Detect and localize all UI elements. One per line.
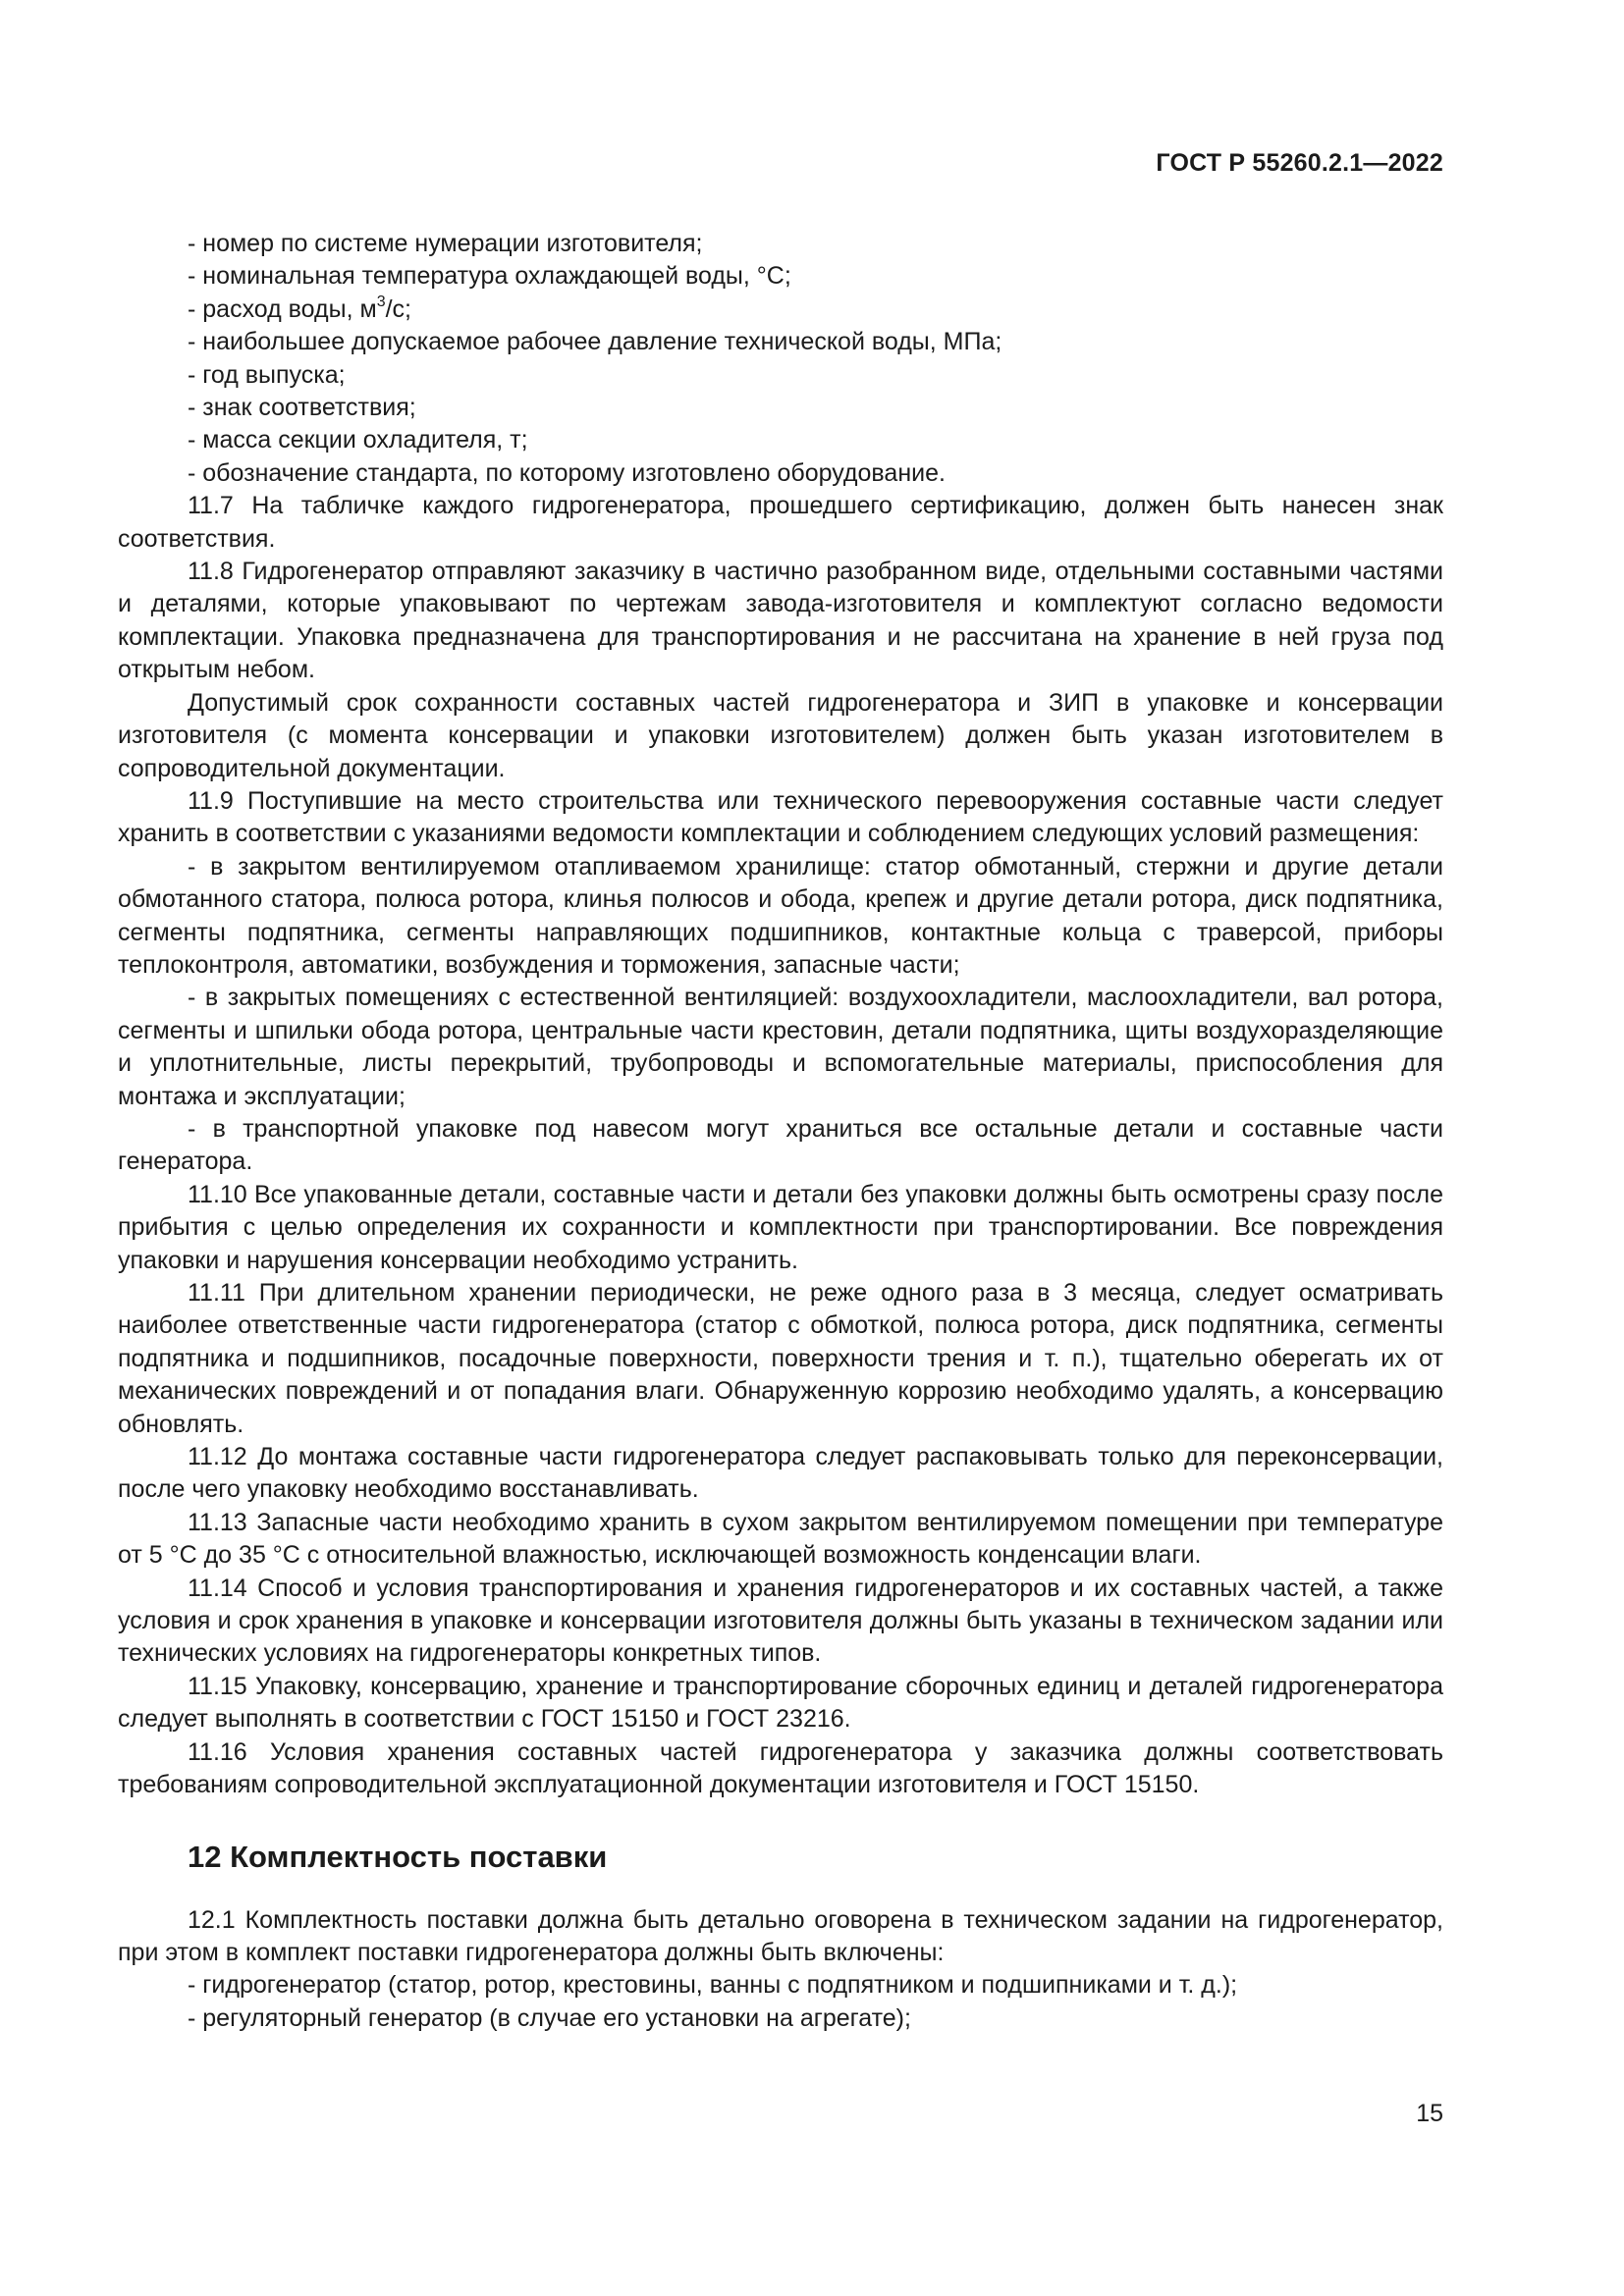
list-item: - обозначение стандарта, по которому изготовлено оборудование.	[188, 458, 946, 487]
list-item-water-flow	[118, 294, 1443, 326]
paragraph-11-9-natural-ventilation: - в закрытых помещениях с естественной вентиляцией: воздухоохладители, маслоохладители, вал ротора, сегменты и шпильки обода ротора, центральные части крестовин, детали подпятника, щиты воздухоразделяющие и уплотнительные, листы перекрытий, трубопроводы и вспомогательные материалы, приспособления для монтажа и эксплуатации;	[118, 984, 1443, 1110]
list-item: - знак соответствия;	[188, 394, 416, 422]
paragraph-11-13: 11.13 Запасные части необходимо хранить в сухом закрытом вентилируемом помещении при температуре от 5 °С до 35 °С с относительной влажностью, исключающей возможность конденсации влаги.	[118, 1508, 1443, 1570]
paragraph-11-7: 11.7 На табличке каждого гидрогенератора, прошедшего сертификацию, должен быть нанесен знак соответствия.	[118, 492, 1443, 553]
water-flow-prefix: - расход воды, м	[188, 294, 377, 323]
paragraph-11-9-heated-storage: - в закрытом вентилируемом отапливаемом хранилище: статор обмотанный, стержни и другие детали обмотанного статора, полюса ротора, клинья полюсов и обода, крепеж и другие детали ротора, диск подпятника, сегменты подпятника, сегменты направляющих подшипников, контактные кольца с траверсой, приборы теплоконтроля, автоматики, возбуждения и торможения, запасные части;	[118, 852, 1443, 979]
page-number: 15	[1416, 2100, 1443, 2127]
paragraph-11-11: 11.11 При длительном хранении периодически, не реже одного раза в 3 месяца, следует осматривать наиболее ответственные части гидрогенератора (статор с обмоткой, полюса ротора, диск подпятника, сегменты подпятника и подшипников, посадочные поверхности, поверхности трения и т. п.), тщательно оберегать их от механических повреждений и от попадания влаги. Обнаруженную коррозию необходимо удалять, а консервацию обновлять.	[118, 1279, 1443, 1438]
list-item: - масса секции охладителя, т;	[188, 426, 528, 454]
paragraph-12-1: 12.1 Комплектность поставки должна быть детально оговорена в техническом задании на гидрогенератор, при этом в комплект поставки гидрогенератора должны быть включены:	[118, 1905, 1443, 1966]
paragraph-11-16: 11.16 Условия хранения составных частей гидрогенератора у заказчика должны соответствовать требованиям сопроводительной эксплуатационной документации изготовителя и ГОСТ 15150.	[118, 1737, 1443, 1799]
paragraph-11-10: 11.10 Все упакованные детали, составные части и детали без упаковки должны быть осмотрены сразу после прибытия с целью определения их сохранности и комплектности при транспортировании. Все повреждения упаковки и нарушения консервации необходимо устранить.	[118, 1180, 1443, 1274]
water-flow-exponent: 3	[376, 293, 386, 310]
paragraph-11-12: 11.12 До монтажа составные части гидрогенератора следует распаковывать только для переконсервации, после чего упаковку необходимо восстанавливать.	[118, 1443, 1443, 1504]
list-item: - регуляторный генератор (в случае его установки на агрегате);	[188, 2003, 911, 2032]
list-item: - номинальная температура охлаждающей воды, °С;	[188, 262, 791, 291]
document-body	[118, 228, 1443, 2035]
paragraph-11-9: 11.9 Поступившие на место строительства или технического перевооружения составные части следует хранить в соответствии с указаниями ведомости комплектации и соблюдением следующих условий размещения:	[118, 786, 1443, 848]
paragraph-11-9-under-canopy: - в транспортной упаковке под навесом могут храниться все остальные детали и составные части генератора.	[118, 1114, 1443, 1176]
paragraph-11-8: 11.8 Гидрогенератор отправляют заказчику в частично разобранном виде, отдельными составными частями и деталями, которые упаковывают по чертежам завода-изготовителя и комплектуют согласно ведомости комплектации. Упаковка предназначена для транспортирования и не рассчитана на хранение в ней груза под открытым небом.	[118, 558, 1443, 684]
paragraph-11-8-storage-term: Допустимый срок сохранности составных частей гидрогенератора и ЗИП в упаковке и консервации изготовителя (с момента консервации и упаковки изготовителем) должен быть указан изготовителем в сопроводительной документации.	[118, 688, 1443, 782]
document-header: ГОСТ Р 55260.2.1—2022	[1156, 149, 1443, 177]
list-item: - наибольшее допускаемое рабочее давление технической воды, МПа;	[188, 328, 1002, 356]
paragraph-11-14: 11.14 Способ и условия транспортирования и хранения гидрогенераторов и их составных частей, а также условия и срок хранения в упаковке и консервации изготовителя должны быть указаны в техническом задании или технических условиях на гидрогенераторы конкретных типов.	[118, 1574, 1443, 1668]
water-flow-suffix: /с;	[385, 294, 411, 323]
list-item: - год выпуска;	[188, 360, 346, 389]
section-12-heading: 12 Комплектность поставки	[188, 1839, 608, 1874]
list-item: - гидрогенератор (статор, ротор, крестовины, ванны с подпятником и подшипниками и т. д.);	[188, 1971, 1238, 2000]
list-item: - номер по системе нумерации изготовителя;	[188, 230, 703, 257]
paragraph-11-15: 11.15 Упаковку, консервацию, хранение и транспортирование сборочных единиц и деталей гидрогенератора следует выполнять в соответствии с ГОСТ 15150 и ГОСТ 23216.	[118, 1672, 1443, 1734]
